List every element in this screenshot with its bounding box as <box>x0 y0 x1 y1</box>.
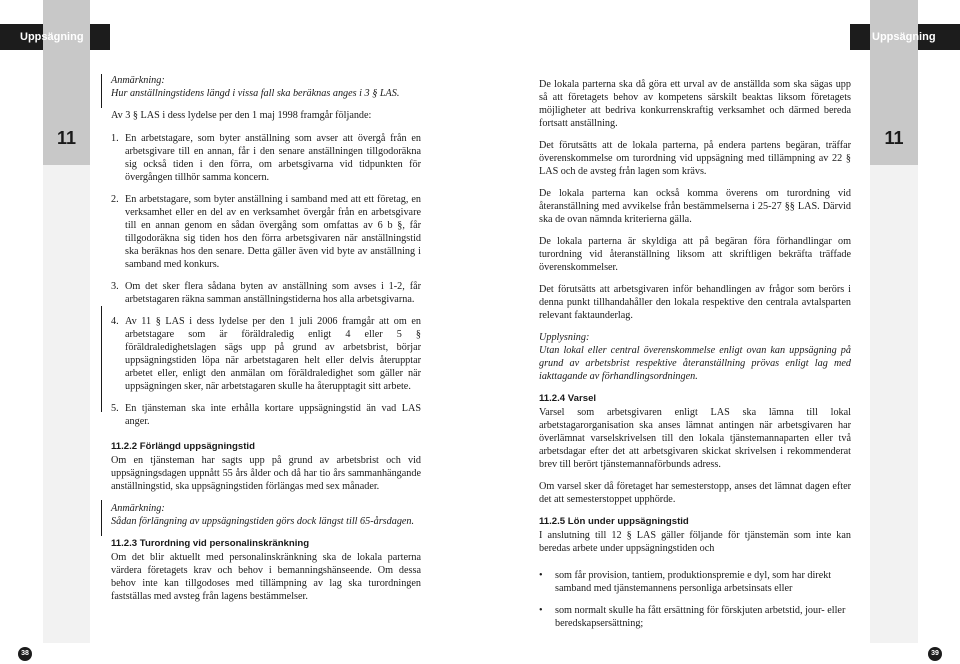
bullet-item: • som normalt skulle ha fått ersättning för förskjuten arbetstid, jour- eller beredskapsersättning; <box>539 605 846 629</box>
section-text: I anslutning till 12 § LAS gäller följande för tjänstemän som inte kan beredas arbete under uppsägningstiden och <box>539 530 851 554</box>
left-column <box>111 74 421 612</box>
note-block <box>539 331 851 383</box>
running-header-right: Uppsägning <box>872 31 936 43</box>
chapter-number-right: 11 <box>884 128 904 148</box>
note-block <box>111 74 421 100</box>
page-number-right: 39 <box>928 647 942 661</box>
bullet-icon: • <box>539 605 543 616</box>
chapter-strip-right <box>870 165 918 643</box>
list-item: 5. En tjänsteman ska inte erhålla kortare uppsägningstid än vad LAS anger. <box>111 403 421 427</box>
section-text: Varsel som arbetsgivaren enligt LAS ska lämna till lokal arbetstagarorganisation ska anses lämnat antingen när arbetsgivaren har överlämnat varselskrivelsen till den lokala tjänstemannaparten eller två arbetsdagar efter det att arbetsgivaren skickat skrivelsen i rekommenderat brev till berört tjänstemannaförbunds adress. <box>539 407 851 470</box>
section-heading-11-2-2: 11.2.2 Förlängd uppsägningstid <box>111 441 255 452</box>
note-label: Anmärkning: <box>111 75 165 86</box>
paragraph: De lokala parterna ska då göra ett urval av de anställda som ska sägas upp så att företagets behov av kompetens särskilt beaktas liksom företagets möjligheter att bedriva konkurrenskraftig verksamhet och därmed bereda fortsatt anställning. <box>539 79 851 129</box>
change-bar <box>101 500 102 536</box>
list-item: 2. En arbetstagare, som byter anställning i samband med att ett företag, en verksamhet eller en del av en verksamhet övergår från en arbetsgivare till en annan genom en sådan övergång som omfattas av 6 b §, får tillgodoräkna sig tiden hos den förra arbetsgivaren när anställningstid ska beräknas hos den senare. Detta gäller även vid byte av anställning i samband med konkurs. <box>111 194 421 270</box>
section-heading-11-2-5: 11.2.5 Lön under uppsägningstid <box>539 516 689 527</box>
paragraph: De lokala parterna kan också komma överens om turordning vid återanställning med avvikelse från bestämmelserna i 25-27 §§ LAS. Därvid ska de ovan nämnda kriterierna gälla. <box>539 188 851 225</box>
chapter-number-left: 11 <box>56 128 77 148</box>
list-item: 4. Av 11 § LAS i dess lydelse per den 1 juli 2006 framgår att om en arbetstagare som är föräldraledig enligt 4 eller 5 § föräldraledighetslagen sägs upp på grund av arbetsbrist, börjar uppsägningstiden löpa när arbetstagaren helt eller delvis återupptar arbetet eller, enligt den anmälan om föräldraledighet som gäller när uppsägningen sker, när arbetstagaren skulle ha återupptagit sitt arbete. <box>111 316 421 392</box>
note-block <box>111 502 421 528</box>
paragraph: Det förutsätts att arbetsgivaren inför behandlingen av frågor som berörs i denna punkt tillhandahåller den lokala respektive den centrala avtalsparten relevant faktaunderlag. <box>539 284 851 321</box>
change-bar <box>101 306 102 412</box>
section-text: Om det blir aktuellt med personalinskränkning ska de lokala parterna värdera företagets krav och behov i bemanningshänseende. Om dessa behov inte kan tillgodoses med tillämpning av lag ska turordningen fastställas med avsteg från lagens bestämmelser. <box>111 552 421 602</box>
note-text: Utan lokal eller central överenskommelse enligt ovan kan uppsägning på grund av arbetsbrist respektive återanställning prövas enligt lag med iakttagande av förhandlingsordningen. <box>539 345 851 382</box>
chapter-strip-left <box>43 165 90 643</box>
note-text: Sådan förlängning av uppsägningstiden görs dock längst till 65-årsdagen. <box>111 516 415 527</box>
change-bar <box>101 74 102 108</box>
right-column <box>539 78 851 639</box>
bullet-item: • som får provision, tantiem, produktionspremie e dyl, som har direkt samband med tjänstemannens personliga arbetsinsats eller <box>539 570 832 594</box>
note-label: Upplysning: <box>539 332 590 343</box>
note-text: Hur anställningstidens längd i vissa fall ska beräknas anges i 3 § LAS. <box>111 88 400 99</box>
list-item: 3. Om det sker flera sådana byten av anställning som avses i 1-2, får arbetstagaren räkna samman anställningstiderna hos alla arbetsgivarna. <box>111 281 421 305</box>
paragraph: De lokala parterna är skyldiga att på begäran föra förhandlingar om turordning vid återanställning liksom att skriftligen bekräfta träffade överenskommelser. <box>539 236 851 273</box>
bullet-icon: • <box>539 570 543 581</box>
note-label: Anmärkning: <box>111 503 165 514</box>
section-heading-11-2-4: 11.2.4 Varsel <box>539 393 597 404</box>
running-header-left: Uppsägning <box>20 31 84 43</box>
section-text: Om varsel sker då företaget har semesterstopp, anses det lämnat dagen efter det att semesterstoppet upphörde. <box>539 481 851 505</box>
page-number-left: 38 <box>18 647 32 661</box>
list-item: 1. En arbetstagare, som byter anställning som avser att övergå från en arbetsgivare till en annan, får i den senare anställningen tillgodoräkna sig också tiden i den förra, om arbetsgivarna vid tidpunkten för övergången tillhör samma koncern. <box>111 133 421 183</box>
intro-paragraph: Av 3 § LAS i dess lydelse per den 1 maj 1998 framgår följande: <box>111 110 372 121</box>
paragraph: Det förutsätts att de lokala parterna, på endera partens begäran, träffar överenskommelse om turordning vid uppsägning med tillämpning av 22 § LAS och de avsteg från lagen som krävs. <box>539 140 851 177</box>
section-text: Om en tjänsteman har sagts upp på grund av arbetsbrist och vid uppsägningsdagen uppnått 55 års ålder och då har tio års sammanhängande anställningstid, ska uppsägningstiden förlängas med sex månader. <box>111 455 421 492</box>
section-heading-11-2-3: 11.2.3 Turordning vid personalinskränkning <box>111 538 310 549</box>
